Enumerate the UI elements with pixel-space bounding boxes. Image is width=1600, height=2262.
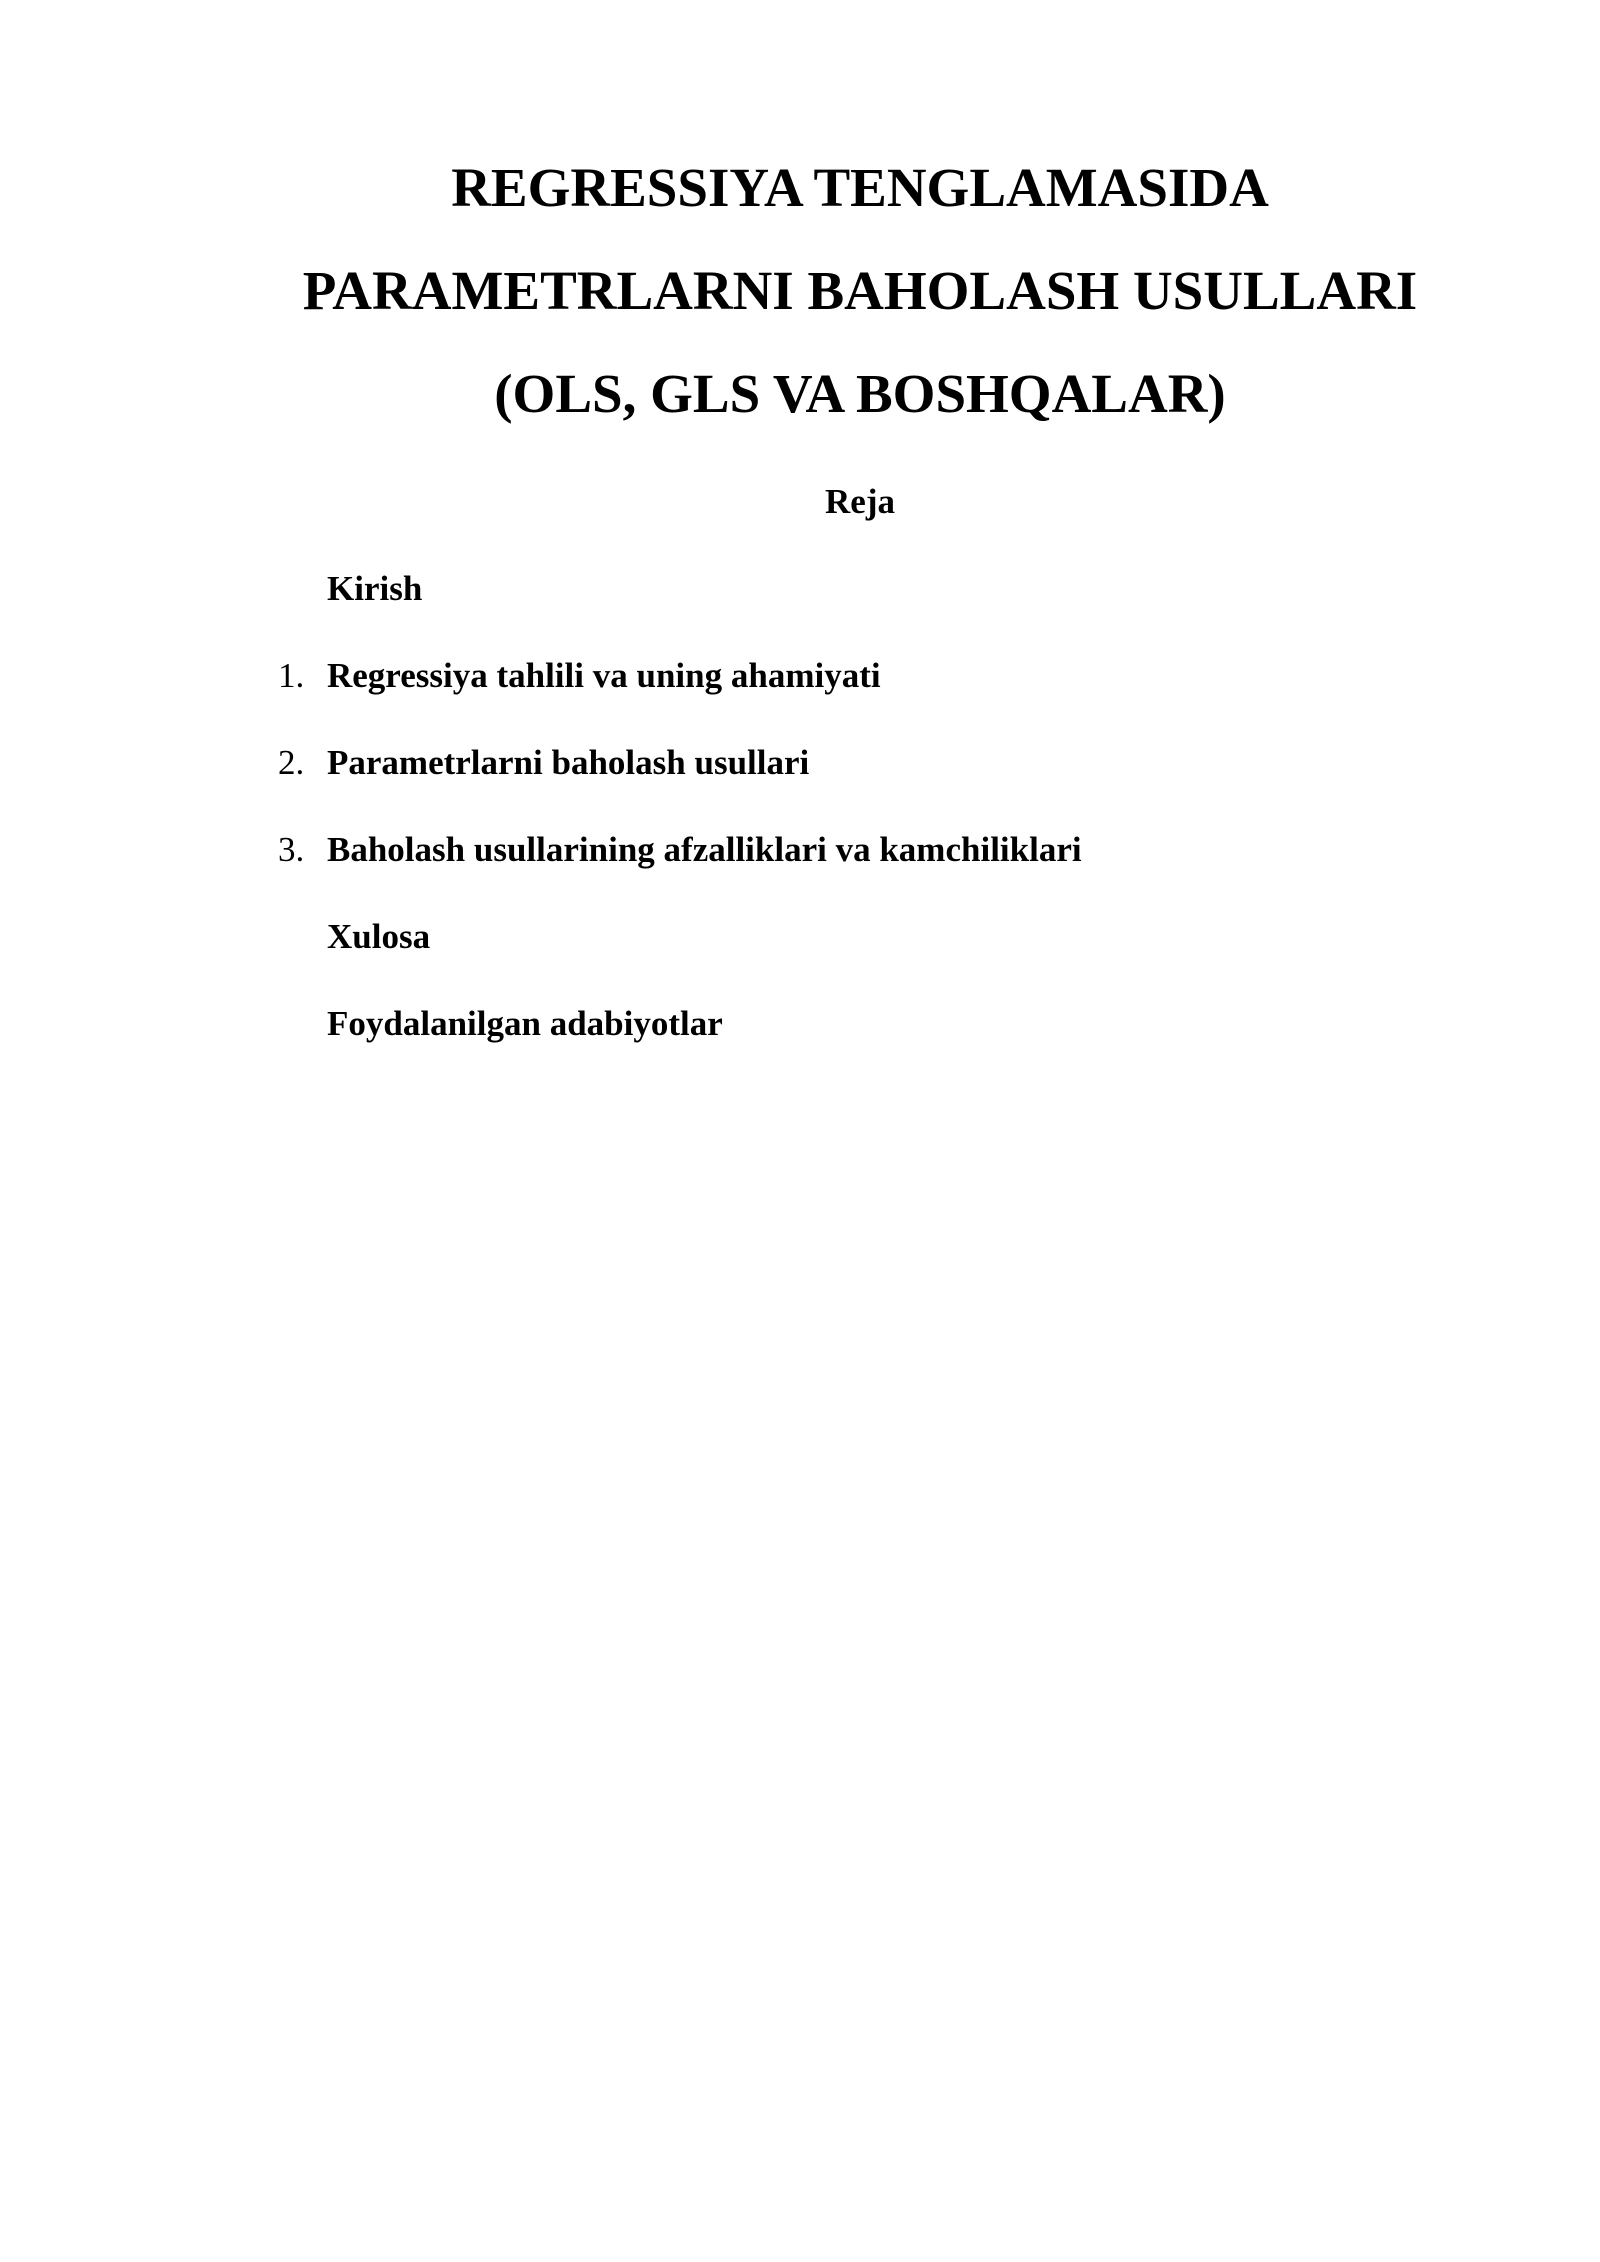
plan-item-number: 3. [278,830,305,869]
plan-heading: Reja [825,482,895,521]
plan-item-label: Regressiya tahlili va uning ahamiyati [327,656,881,695]
document-title-line-1: REGRESSIYA TENGLAMASIDA [451,157,1269,218]
plan-item-introduction [0,571,1400,615]
plan-item-label: Baholash usullarining afzalliklari va kamchiliklari [327,830,1082,869]
plan-item-label: Xulosa [327,917,431,956]
plan-item-label: Kirish [327,569,423,608]
plan-item-3 [0,832,1400,876]
plan-item-label: Parametrlarni baholash usullari [327,743,810,782]
plan-item-references [0,1006,1400,1050]
plan-item-1 [0,658,1400,702]
plan-item-number: 2. [278,743,305,782]
document-title-line-2: PARAMETRLARNI BAHOLASH USULLARI [302,260,1418,321]
document-title-line-3: (OLS, GLS VA BOSHQALAR) [494,363,1226,424]
plan-item-conclusion [0,919,1400,963]
plan-item-label: Foydalanilgan adabiyotlar [327,1004,723,1043]
plan-item-2 [0,745,1400,789]
plan-item-number: 1. [278,656,305,695]
